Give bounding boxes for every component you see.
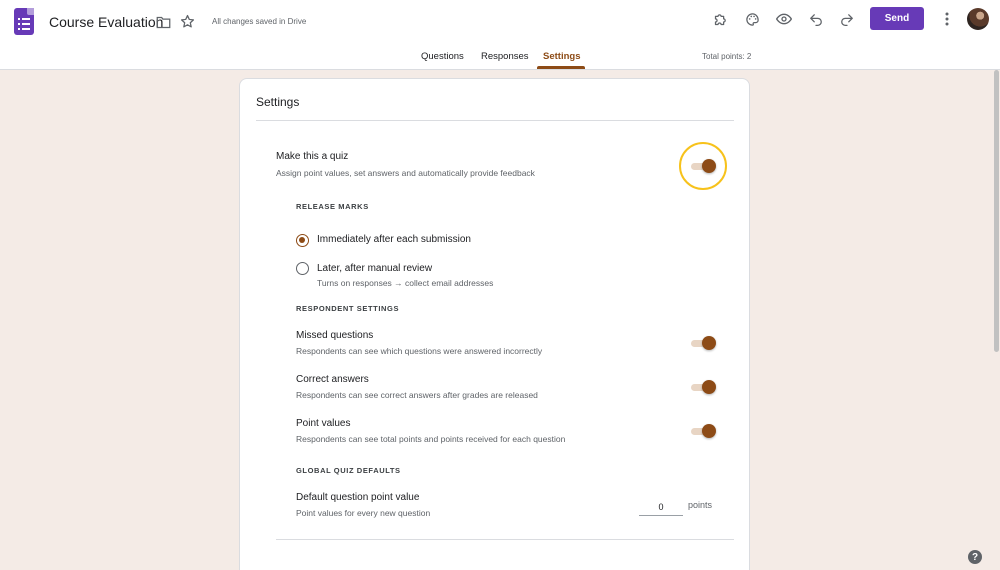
app-header xyxy=(0,0,1000,70)
undo-icon[interactable] xyxy=(807,10,825,28)
folder-icon[interactable] xyxy=(155,14,171,30)
default-point-value-label: Default question point value xyxy=(296,492,420,503)
tab-questions[interactable]: Questions xyxy=(421,51,464,62)
default-point-value-desc: Point values for every new question xyxy=(296,508,431,518)
section-divider xyxy=(276,539,734,540)
total-points: Total points: 2 xyxy=(702,52,752,61)
active-tab-indicator xyxy=(537,66,585,69)
correct-answers-label: Correct answers xyxy=(296,374,369,385)
help-icon[interactable]: ? xyxy=(968,550,982,564)
settings-title: Settings xyxy=(256,95,300,109)
save-status: All changes saved in Drive xyxy=(212,17,307,26)
quiz-toggle[interactable] xyxy=(689,159,717,173)
point-values-label: Point values xyxy=(296,418,351,429)
title-divider xyxy=(256,120,734,121)
release-later-desc: Turns on responses → collect email addresses xyxy=(317,278,494,288)
default-points-input[interactable] xyxy=(639,498,683,516)
account-avatar[interactable] xyxy=(967,8,989,30)
point-values-desc: Respondents can see total points and points received for each question xyxy=(296,434,566,444)
addon-icon[interactable] xyxy=(711,10,729,28)
quiz-toggle-label: Make this a quiz xyxy=(276,151,349,162)
settings-card xyxy=(239,78,750,570)
respondent-settings-heading: RESPONDENT SETTINGS xyxy=(296,304,400,313)
document-title[interactable]: Course Evaluation xyxy=(49,14,164,30)
release-marks-heading: RELEASE MARKS xyxy=(296,202,369,211)
page-scrollbar[interactable] xyxy=(993,70,1000,570)
quiz-toggle-desc: Assign point values, set answers and automatically provide feedback xyxy=(276,168,535,178)
release-immediately-label[interactable]: Immediately after each submission xyxy=(317,234,471,245)
forms-app-icon[interactable] xyxy=(14,8,34,35)
missed-questions-toggle[interactable] xyxy=(689,336,717,350)
more-vert-icon[interactable] xyxy=(938,10,956,28)
release-immediately-radio[interactable] xyxy=(296,234,309,247)
palette-icon[interactable] xyxy=(743,10,761,28)
release-later-radio[interactable] xyxy=(296,262,309,275)
correct-answers-desc: Respondents can see correct answers after grades are released xyxy=(296,390,538,400)
preview-eye-icon[interactable] xyxy=(775,10,793,28)
tab-responses[interactable]: Responses xyxy=(481,51,529,62)
missed-questions-label: Missed questions xyxy=(296,330,374,341)
redo-icon[interactable] xyxy=(838,10,856,28)
points-unit-label: points xyxy=(688,500,713,510)
form-tabs xyxy=(0,46,1000,70)
release-later-label[interactable]: Later, after manual review xyxy=(317,263,433,274)
correct-answers-toggle[interactable] xyxy=(689,380,717,394)
tab-settings[interactable]: Settings xyxy=(543,51,581,62)
missed-questions-desc: Respondents can see which questions were answered incorrectly xyxy=(296,346,543,356)
send-button[interactable]: Send xyxy=(870,7,924,30)
point-values-toggle[interactable] xyxy=(689,424,717,438)
star-icon[interactable] xyxy=(179,13,195,29)
global-defaults-heading: GLOBAL QUIZ DEFAULTS xyxy=(296,466,401,475)
